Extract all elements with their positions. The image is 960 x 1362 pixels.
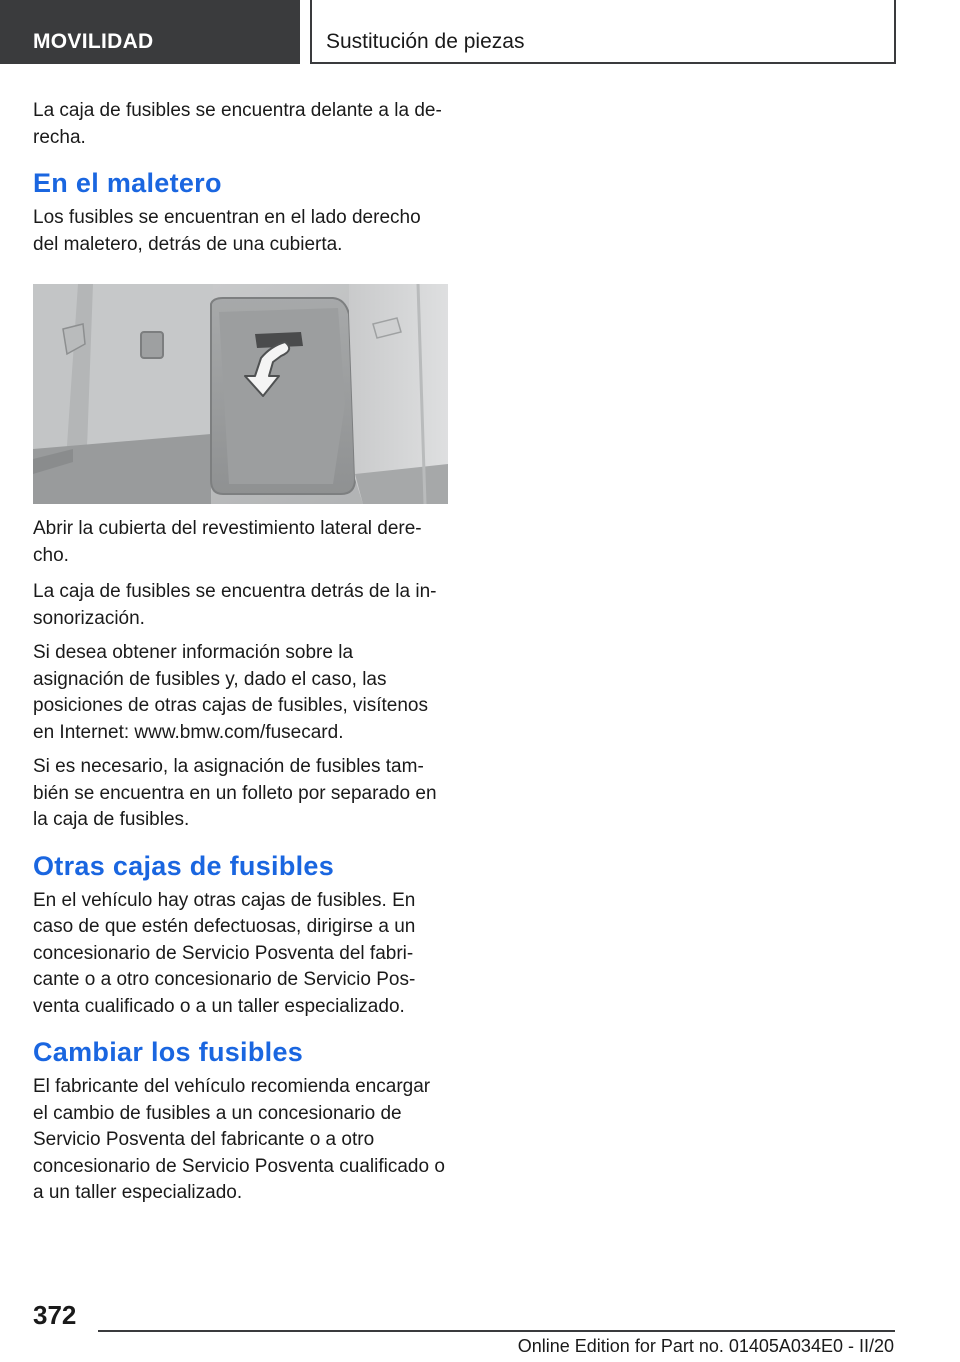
trunk-paragraph: Los fusibles se encuentran en el lado derecho del maletero, detrás de una cubierta.	[33, 207, 421, 255]
page-number: 372	[33, 1300, 77, 1330]
chapter-title: Sustitución de piezas	[326, 30, 525, 53]
heading-trunk: En el maletero	[33, 168, 222, 198]
footer-divider	[98, 1330, 895, 1332]
section-title: MOVILIDAD	[33, 30, 154, 53]
heading-other-fuse-boxes: Otras cajas de fusibles	[33, 850, 335, 881]
main-content	[33, 98, 449, 1215]
trunk-paragraph-2: La caja de fusibles se encuentra detrás de la insonorización.	[33, 581, 437, 629]
section-tab	[0, 0, 300, 64]
figure-caption: Abrir la cubierta del revestimiento lateral derecho.	[33, 518, 422, 566]
other-paragraph: En el vehículo hay otras cajas de fusibles. En caso de que estén defectuosas, dirigirse a un concesionario de Servicio Posventa del fabricante o a otro concesionario de Servicio Posventa cualificado o a un taller especializado.	[33, 889, 416, 1017]
intro-paragraph: La caja de fusibles se encuentra delante a la derecha.	[33, 100, 442, 148]
chapter-header	[310, 0, 896, 64]
heading-change-fuses: Cambiar los fusibles	[33, 1037, 304, 1067]
trunk-paragraph-4: Si es necesario, la asignación de fusibles también se encuentra en un folleto por separado en la caja de fusibles.	[33, 756, 437, 830]
trunk-cover-illustration	[33, 284, 448, 504]
edition-note: Online Edition for Part no. 01405A034E0 - II/20	[517, 1336, 894, 1356]
change-paragraph: El fabricante del vehículo recomienda encargar el cambio de fusibles a un concesionario de Servicio Posventa del fabricante o a otro concesionario de Servicio Posventa cualificado o a un taller especializado.	[33, 1076, 445, 1203]
trunk-paragraph-3: Si desea obtener información sobre la asignación de fusibles y, dado el caso, las posiciones de otras cajas de fusibles, visítenos en Internet: www.bmw.com/fusecard.	[33, 642, 428, 743]
